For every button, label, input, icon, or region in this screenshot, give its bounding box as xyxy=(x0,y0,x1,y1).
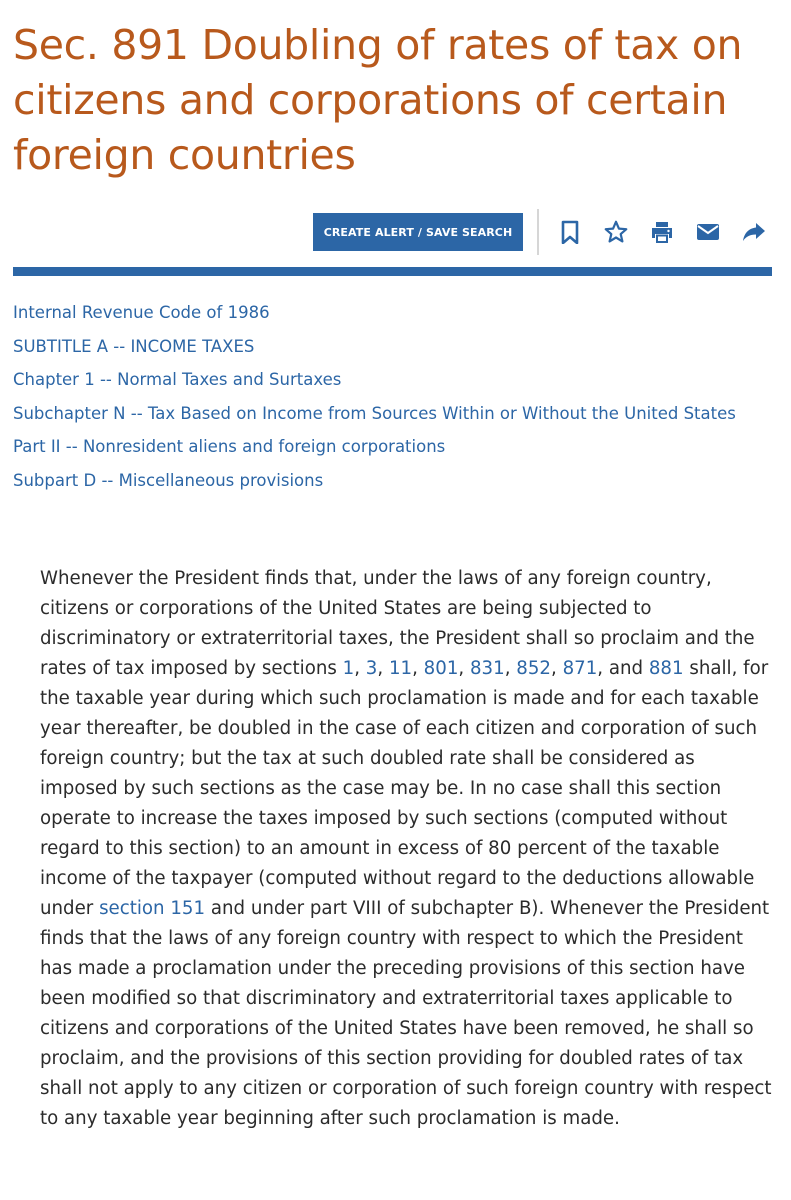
toolbar xyxy=(313,209,777,255)
share-icon[interactable] xyxy=(742,220,766,244)
separator: , xyxy=(412,658,424,679)
section-link-1[interactable]: 1 xyxy=(342,658,355,679)
breadcrumb-link-subpart-d[interactable]: Subpart D -- Miscellaneous provisions xyxy=(13,470,324,490)
bookmark-icon[interactable] xyxy=(558,220,582,244)
separator: , and xyxy=(597,658,649,679)
header-rule xyxy=(13,267,772,276)
section-link-831[interactable]: 831 xyxy=(469,658,505,679)
breadcrumb xyxy=(13,300,748,501)
breadcrumb-item xyxy=(13,334,748,360)
section-link-151[interactable]: section 151 xyxy=(99,898,206,919)
separator: , xyxy=(458,658,470,679)
breadcrumb-item xyxy=(13,401,748,427)
section-link-11[interactable]: 11 xyxy=(388,658,413,679)
separator: , xyxy=(354,658,366,679)
body-text-part: shall, for the taxable year during which such proclamation is made and for each taxable year thereafter, be doubled in the case of each citizen and corporation of such foreign country; but the tax at such doubled rate shall be considered as imposed by such sections as the case may be. In no case shall this section operate to increase the taxes imposed by such sections (computed without regard to this section) to an amount in excess of 80 percent of the taxable income of the taxpayer (computed without regard to the deductions allowable under xyxy=(40,658,769,919)
body-text-part: and under part VIII of subchapter B). Whenever the President finds that the laws of any foreign country with respect to which the President has made a proclamation under the preceding provisions of this section have been modified so that discriminatory and extraterritorial taxes applicable to citizens and corporations of the United States have been removed, he shall so proclaim, and the provisions of this section providing for doubled rates of tax shall not apply to any citizen or corporation of such foreign country with respect to any taxable year beginning after such proclamation is made. xyxy=(40,898,772,1129)
star-icon[interactable] xyxy=(604,220,628,244)
breadcrumb-link-irc-1986[interactable]: Internal Revenue Code of 1986 xyxy=(13,303,270,322)
page-title: Sec. 891 Doubling of rates of tax on citizens and corporations of certain foreign countries xyxy=(13,21,743,179)
breadcrumb-item xyxy=(13,300,748,326)
breadcrumb-link-part-ii[interactable]: Part II -- Nonresident aliens and foreign corporations xyxy=(13,437,446,456)
separator: , xyxy=(550,658,563,679)
breadcrumb-link-subchapter-n[interactable]: Subchapter N -- Tax Based on Income from Sources Within or Without the United States xyxy=(13,403,736,423)
breadcrumb-link-subtitle-a[interactable]: SUBTITLE A -- INCOME TAXES xyxy=(13,336,255,356)
separator: , xyxy=(504,658,517,679)
breadcrumb-item xyxy=(13,367,748,393)
print-icon[interactable] xyxy=(650,220,674,244)
section-link-801[interactable]: 801 xyxy=(423,658,459,679)
toolbar-divider xyxy=(537,209,539,255)
breadcrumb-item xyxy=(13,434,748,460)
create-alert-button[interactable]: CREATE ALERT / SAVE SEARCH xyxy=(313,213,523,251)
email-icon[interactable] xyxy=(696,220,720,244)
body-text-part: Whenever the President finds that, under the laws of any foreign country, citizens or corporations of the United States are being subjected to discriminatory or extraterritorial taxes, the President shall so proclaim and the rates of tax imposed by sections xyxy=(40,568,755,679)
breadcrumb-link-chapter-1[interactable]: Chapter 1 -- Normal Taxes and Surtaxes xyxy=(13,370,342,389)
separator: , xyxy=(377,658,389,679)
section-link-852[interactable]: 852 xyxy=(516,658,551,679)
section-link-871[interactable]: 871 xyxy=(562,658,598,679)
section-link-881[interactable]: 881 xyxy=(648,658,684,679)
section-text xyxy=(40,564,775,1134)
section-link-3[interactable]: 3 xyxy=(365,658,378,679)
breadcrumb-item xyxy=(13,468,748,494)
